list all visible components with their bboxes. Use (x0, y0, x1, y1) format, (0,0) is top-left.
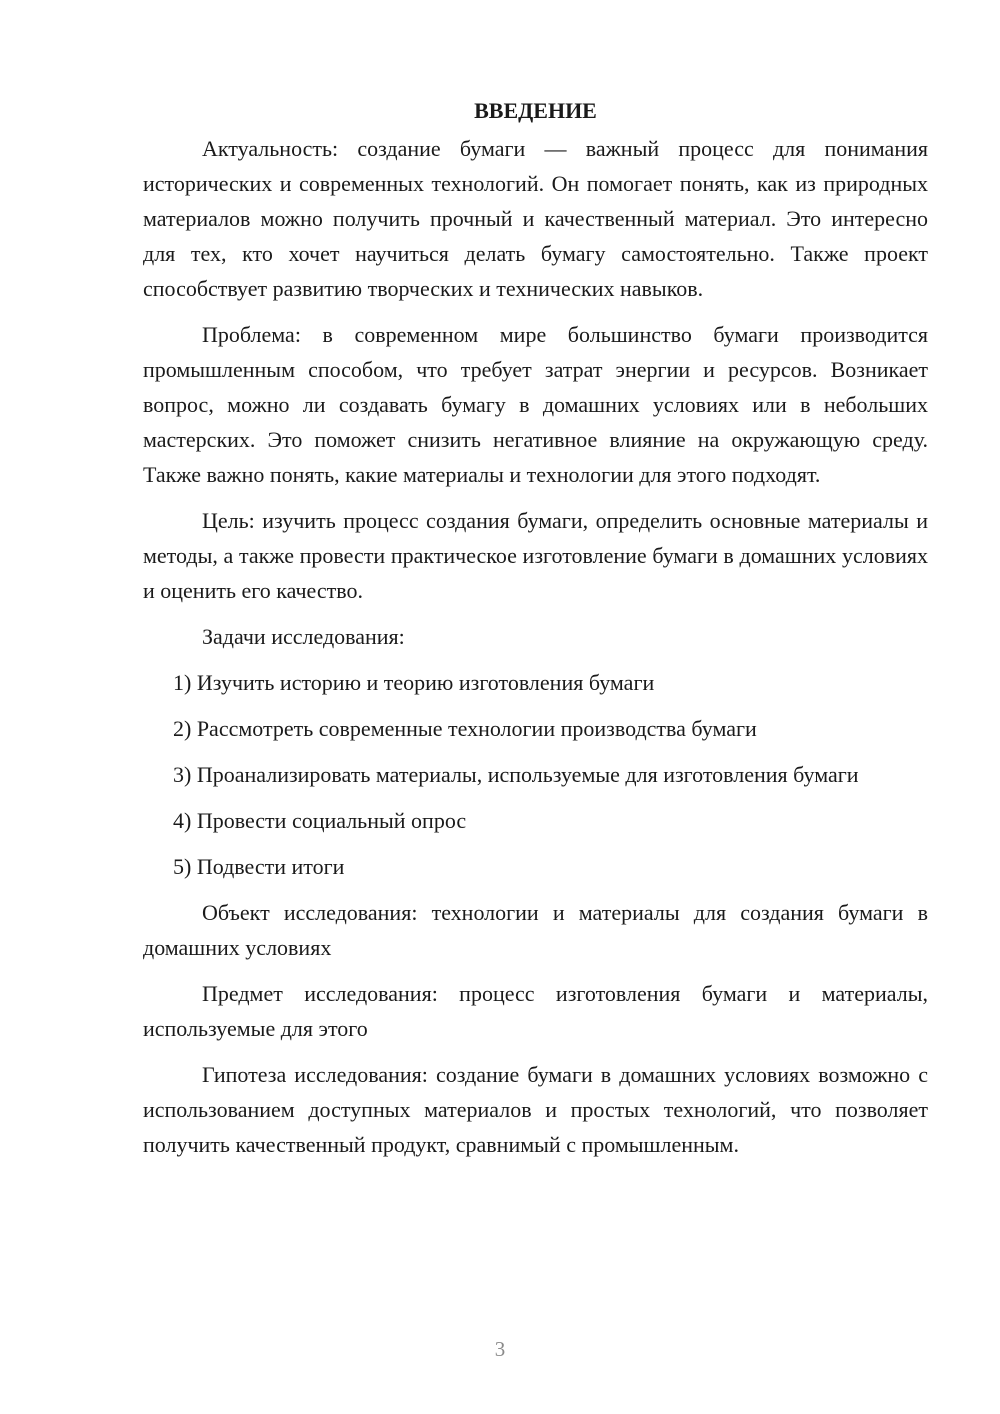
subject-paragraph: Предмет исследования: процесс изготовления бумаги и материалы, используемые для этого (143, 981, 928, 1041)
task-item-2: 2) Рассмотреть современные технологии производства бумаги (173, 716, 757, 741)
page-number: 3 (494, 1337, 506, 1361)
tasks-title: Задачи исследования: (202, 624, 405, 649)
page-content (143, 93, 928, 1173)
section-heading: ВВЕДЕНИЕ (474, 98, 597, 123)
task-item-1: 1) Изучить историю и теорию изготовления бумаги (173, 670, 655, 695)
task-item-5: 5) Подвести итоги (173, 854, 345, 879)
task-item-4: 4) Провести социальный опрос (173, 808, 467, 833)
relevance-paragraph: Актуальность: создание бумаги — важный процесс для понимания исторических и современных технологий. Он помогает понять, как из природных материалов можно получить прочный и качественный материал. Это интересно для тех, кто хочет научиться делать бумагу самостоятельно. Также проект способствует развитию творческих и технических навыков. (143, 136, 928, 301)
object-paragraph: Объект исследования: технологии и материалы для создания бумаги в домашних условиях (143, 900, 928, 960)
hypothesis-paragraph: Гипотеза исследования: создание бумаги в домашних условиях возможно с использованием доступных материалов и простых технологий, что позволяет получить качественный продукт, сравнимый с промышленным. (143, 1062, 928, 1157)
task-item-3: 3) Проанализировать материалы, используемые для изготовления бумаги (173, 762, 859, 787)
goal-paragraph: Цель: изучить процесс создания бумаги, определить основные материалы и методы, а также провести практическое изготовление бумаги в домашних условиях и оценить его качество. (143, 508, 928, 603)
problem-paragraph: Проблема: в современном мире большинство бумаги производится промышленным способом, что требует затрат энергии и ресурсов. Возникает вопрос, можно ли создавать бумагу в домашних условиях или в небольших мастерских. Это поможет снизить негативное влияние на окружающую среду. Также важно понять, какие материалы и технологии для этого подходят. (143, 322, 928, 487)
